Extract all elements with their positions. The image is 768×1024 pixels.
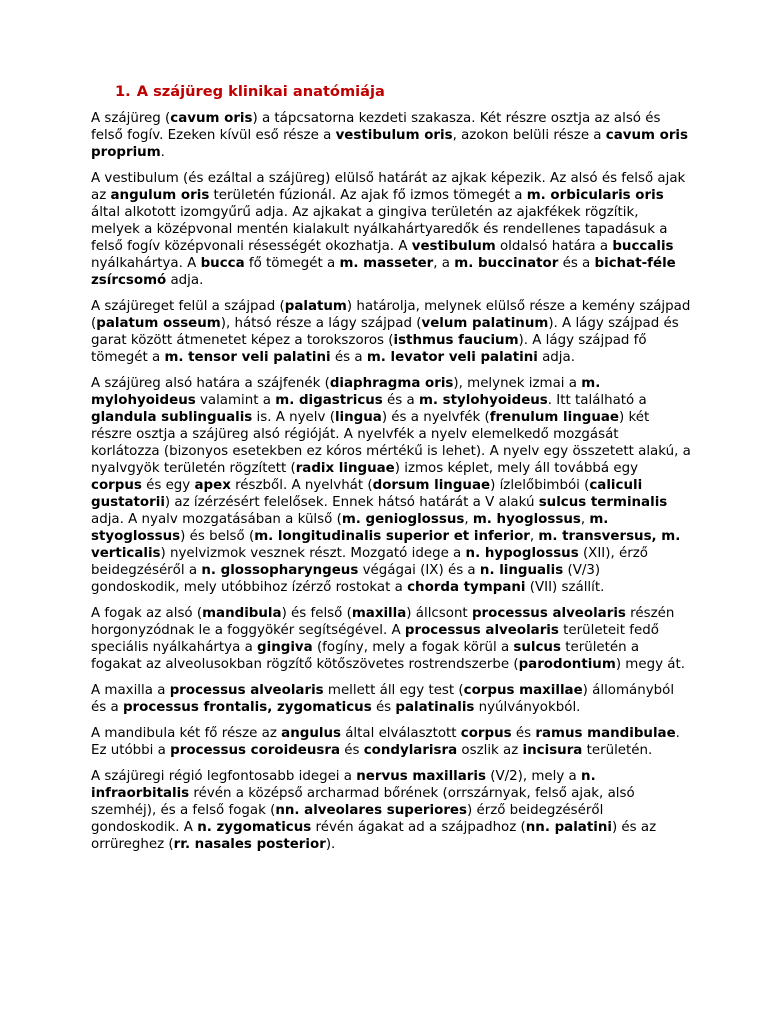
text-run: ) és felső (	[281, 606, 352, 621]
bold-term: nn. alveolares superiores	[275, 803, 467, 818]
text-run: ). A lágy szájpad fő tömegét a	[91, 333, 647, 365]
bold-term: isthmus faucium	[393, 333, 519, 348]
text-run: és	[511, 726, 536, 741]
bold-term: n. zygomaticus	[197, 820, 312, 835]
text-run: és	[339, 743, 364, 758]
text-run: területén.	[582, 743, 653, 758]
text-run: ) izmos képlet, mely áll továbbá egy	[394, 461, 638, 476]
text-run: révén a középső archarmad bőrének (orrszárnyak, felső ajak, alsó szemhéj), és a felső fogak (	[91, 786, 635, 818]
text-run: ). A lágy szájpad és garat között átmenetet képez a torokszoros (	[91, 316, 679, 348]
bold-term: vestibulum oris	[335, 128, 453, 143]
bold-term: glandula sublingualis	[91, 410, 253, 425]
bold-term: n. glossopharyngeus	[201, 563, 359, 578]
bold-term: ramus mandibulae	[535, 726, 676, 741]
bold-term: n. lingualis	[479, 563, 564, 578]
bold-term: processus alveolaris	[404, 623, 559, 638]
text-run: .	[160, 145, 165, 160]
bold-term: diaphragma oris	[329, 376, 454, 391]
paragraph	[91, 768, 691, 853]
text-run: (fogíny, mely a fogak körül a	[312, 640, 514, 655]
text-run: (XII), érző beidegzéséről a	[91, 546, 648, 578]
bold-term: lingua	[334, 410, 382, 425]
bold-term: m. styoglossus	[91, 512, 609, 544]
text-run: nyúlványokból.	[474, 700, 581, 715]
bold-term: m. tensor veli palatini	[164, 350, 331, 365]
text-run: , a	[433, 256, 455, 271]
text-run: A szájüreget felül a szájpad (	[91, 299, 285, 314]
bold-term: processus frontalis, zygomaticus	[122, 700, 372, 715]
bold-term: m. levator veli palatini	[366, 350, 538, 365]
bold-term: angulus	[281, 726, 341, 741]
text-run: A fogak az alsó (	[91, 606, 203, 621]
text-run: ,	[580, 512, 590, 527]
section-number: 1.	[115, 83, 131, 100]
bold-term: m. orbicularis oris	[526, 188, 664, 203]
text-run: ) állcsont	[406, 606, 472, 621]
bold-term: cavum oris proprium	[91, 128, 688, 160]
text-run: ) és a nyelvfék (	[381, 410, 490, 425]
bold-term: n. infraorbitalis	[91, 769, 596, 801]
bold-term: m. hyoglossus	[472, 512, 581, 527]
bold-term: dorsum linguae	[372, 478, 491, 493]
bold-term: nn. palatini	[525, 820, 612, 835]
text-run: és	[371, 700, 396, 715]
bold-term: m. transversus, m. verticalis	[91, 529, 681, 561]
bold-term: gingiva	[257, 640, 313, 655]
bold-term: caliculi gustatorii	[91, 478, 643, 510]
bold-term: bucca	[200, 256, 245, 271]
bold-term: processus alveolaris	[471, 606, 626, 621]
bold-term: velum palatinum	[421, 316, 549, 331]
bold-term: palatinalis	[395, 700, 475, 715]
text-run: (VII) szállít.	[525, 580, 605, 595]
bold-term: buccalis	[612, 239, 674, 254]
bold-term: radix linguae	[295, 461, 395, 476]
text-run: és a	[382, 393, 419, 408]
text-run: oszlik az	[457, 743, 523, 758]
paragraph	[91, 375, 691, 596]
text-run: ,	[464, 512, 473, 527]
text-run: ).	[325, 837, 336, 852]
document-body	[91, 110, 691, 862]
text-run: fő tömegét a	[244, 256, 340, 271]
text-run: , azokon belüli része a	[452, 128, 606, 143]
bold-term: m. mylohyoideus	[91, 376, 601, 408]
bold-term: m. longitudinalis superior et inferior	[254, 529, 530, 544]
bold-term: processus coroideusra	[170, 743, 340, 758]
text-run: ) határolja, melynek elülső része a kemény szájpad (	[91, 299, 691, 331]
text-run: révén ágakat ad a szájpadhoz (	[311, 820, 526, 835]
text-run: A mandibula két fő része az	[91, 726, 282, 741]
bold-term: incisura	[522, 743, 583, 758]
text-run: A maxilla a	[91, 683, 170, 698]
bold-term: rr. nasales posterior	[173, 837, 326, 852]
paragraph	[91, 298, 691, 366]
section-heading	[115, 83, 385, 100]
bold-term: m. masseter	[339, 256, 434, 271]
bold-term: bichat-féle zsírcsomó	[91, 256, 676, 288]
bold-term: palatum osseum	[96, 316, 221, 331]
paragraph	[91, 682, 691, 716]
text-run: adja.	[537, 350, 575, 365]
text-run: és egy	[141, 478, 195, 493]
bold-term: m. digastricus	[275, 393, 383, 408]
text-run: A szájüreg (	[91, 111, 171, 126]
paragraph	[91, 605, 691, 673]
text-run: ) két részre osztja a szájüreg alsó régióját. A nyelvfék a nyelv elemelkedő mozgását korlátozza (bizonyos esetekben ez kóros mértékű is lehet). A nyelv egy összetett alakú, a nyalvgyök területén rögzített (	[91, 410, 691, 476]
text-run: . Ez utóbbi a	[91, 726, 680, 758]
text-run: ) megy át.	[615, 657, 685, 672]
text-run: mellett áll egy test (	[323, 683, 464, 698]
bold-term: apex	[194, 478, 231, 493]
text-run: ), melynek izmai a	[453, 376, 582, 391]
bold-term: corpus	[91, 478, 142, 493]
text-run: végágai (IX) és a	[358, 563, 480, 578]
text-run: valamint a	[195, 393, 276, 408]
bold-term: angulum oris	[110, 188, 210, 203]
text-run: ) érző beidegzéséről gondoskodik. A	[91, 803, 604, 835]
section-title: A szájüreg klinikai anatómiája	[136, 83, 385, 100]
text-run: ) a tápcsatorna kezdeti szakasza. Két részre osztja az alsó és felső fogív. Ezeken kívül eső része a	[91, 111, 661, 143]
bold-term: m. stylohyoideus	[418, 393, 548, 408]
text-run: is. A nyelv (	[252, 410, 335, 425]
bold-term: n. hypoglossus	[465, 546, 579, 561]
bold-term: chorda tympani	[407, 580, 526, 595]
bold-term: frenulum linguae	[489, 410, 619, 425]
text-run: ) ízlelőbimbói (	[490, 478, 590, 493]
bold-term: nervus maxillaris	[356, 769, 486, 784]
bold-term: mandibula	[202, 606, 282, 621]
text-run: (V/3) gondoskodik, mely utóbbihoz ízérző rostokat a	[91, 563, 601, 595]
bold-term: maxilla	[351, 606, 407, 621]
text-run: által elválasztott	[340, 726, 461, 741]
text-run: A szájüreg alsó határa a szájfenék (	[91, 376, 330, 391]
bold-term: m. buccinator	[454, 256, 559, 271]
text-run: területén a fogakat az alveolusokban rögzítő kötőszövetes rostrendszerbe (	[91, 640, 640, 672]
text-run: (V/2), mely a	[485, 769, 582, 784]
text-run: által alkotott izomgyűrű adja. Az ajkakat a gingiva területén az ajakfékek rögzítik, melyek a középvonal mentén kialakult nyálkahártyaredők és rendellenes tapadásuk a felső fogív középvonali résességét okozhatja. A	[91, 205, 668, 254]
bold-term: palatum	[284, 299, 347, 314]
bold-term: cavum oris	[170, 111, 253, 126]
text-run: A vestibulum (és ezáltal a szájüreg) elülső határát az ajkak képezik. Az alsó és felső ajak az	[91, 171, 686, 203]
bold-term: corpus maxillae	[463, 683, 583, 698]
text-run: ) és belső (	[180, 529, 255, 544]
text-run: oldalsó határa a	[495, 239, 613, 254]
text-run: ), hátsó része a lágy szájpad (	[220, 316, 422, 331]
text-run: területén fúzionál. Az ajak fő izmos tömegét a	[209, 188, 527, 203]
bold-term: sulcus terminalis	[538, 495, 668, 510]
bold-term: m. genioglossus	[341, 512, 465, 527]
text-run: területeit fedő speciális nyálkahártya a	[91, 623, 659, 655]
text-run: ) az ízérzésért felelősek. Ennek hátsó határát a V alakú	[164, 495, 539, 510]
paragraph	[91, 110, 691, 161]
bold-term: vestibulum	[411, 239, 496, 254]
text-run: részén horgonyzódnak le a foggyökér segítségével. A	[91, 606, 675, 638]
text-run: ) állományból és a	[91, 683, 675, 715]
bold-term: processus alveolaris	[169, 683, 324, 698]
text-run: . Itt található a	[547, 393, 647, 408]
paragraph	[91, 170, 691, 289]
paragraph	[91, 725, 691, 759]
text-run: ,	[529, 529, 539, 544]
text-run: adja. A nyalv mozgatásában a külső (	[91, 512, 342, 527]
bold-term: corpus	[460, 726, 512, 741]
text-run: részből. A nyelvhát (	[230, 478, 373, 493]
text-run: ) és az orrüreghez (	[91, 820, 657, 852]
text-run: nyálkahártya. A	[91, 256, 201, 271]
bold-term: condylarisra	[363, 743, 458, 758]
text-run: adja.	[166, 273, 204, 288]
bold-term: sulcus	[513, 640, 561, 655]
text-run: A szájüregi régió legfontosabb idegei a	[91, 769, 357, 784]
text-run: és a	[330, 350, 367, 365]
text-run: és a	[558, 256, 595, 271]
bold-term: parodontium	[518, 657, 616, 672]
text-run: ) nyelvizmok vesznek részt. Mozgató idege a	[160, 546, 466, 561]
